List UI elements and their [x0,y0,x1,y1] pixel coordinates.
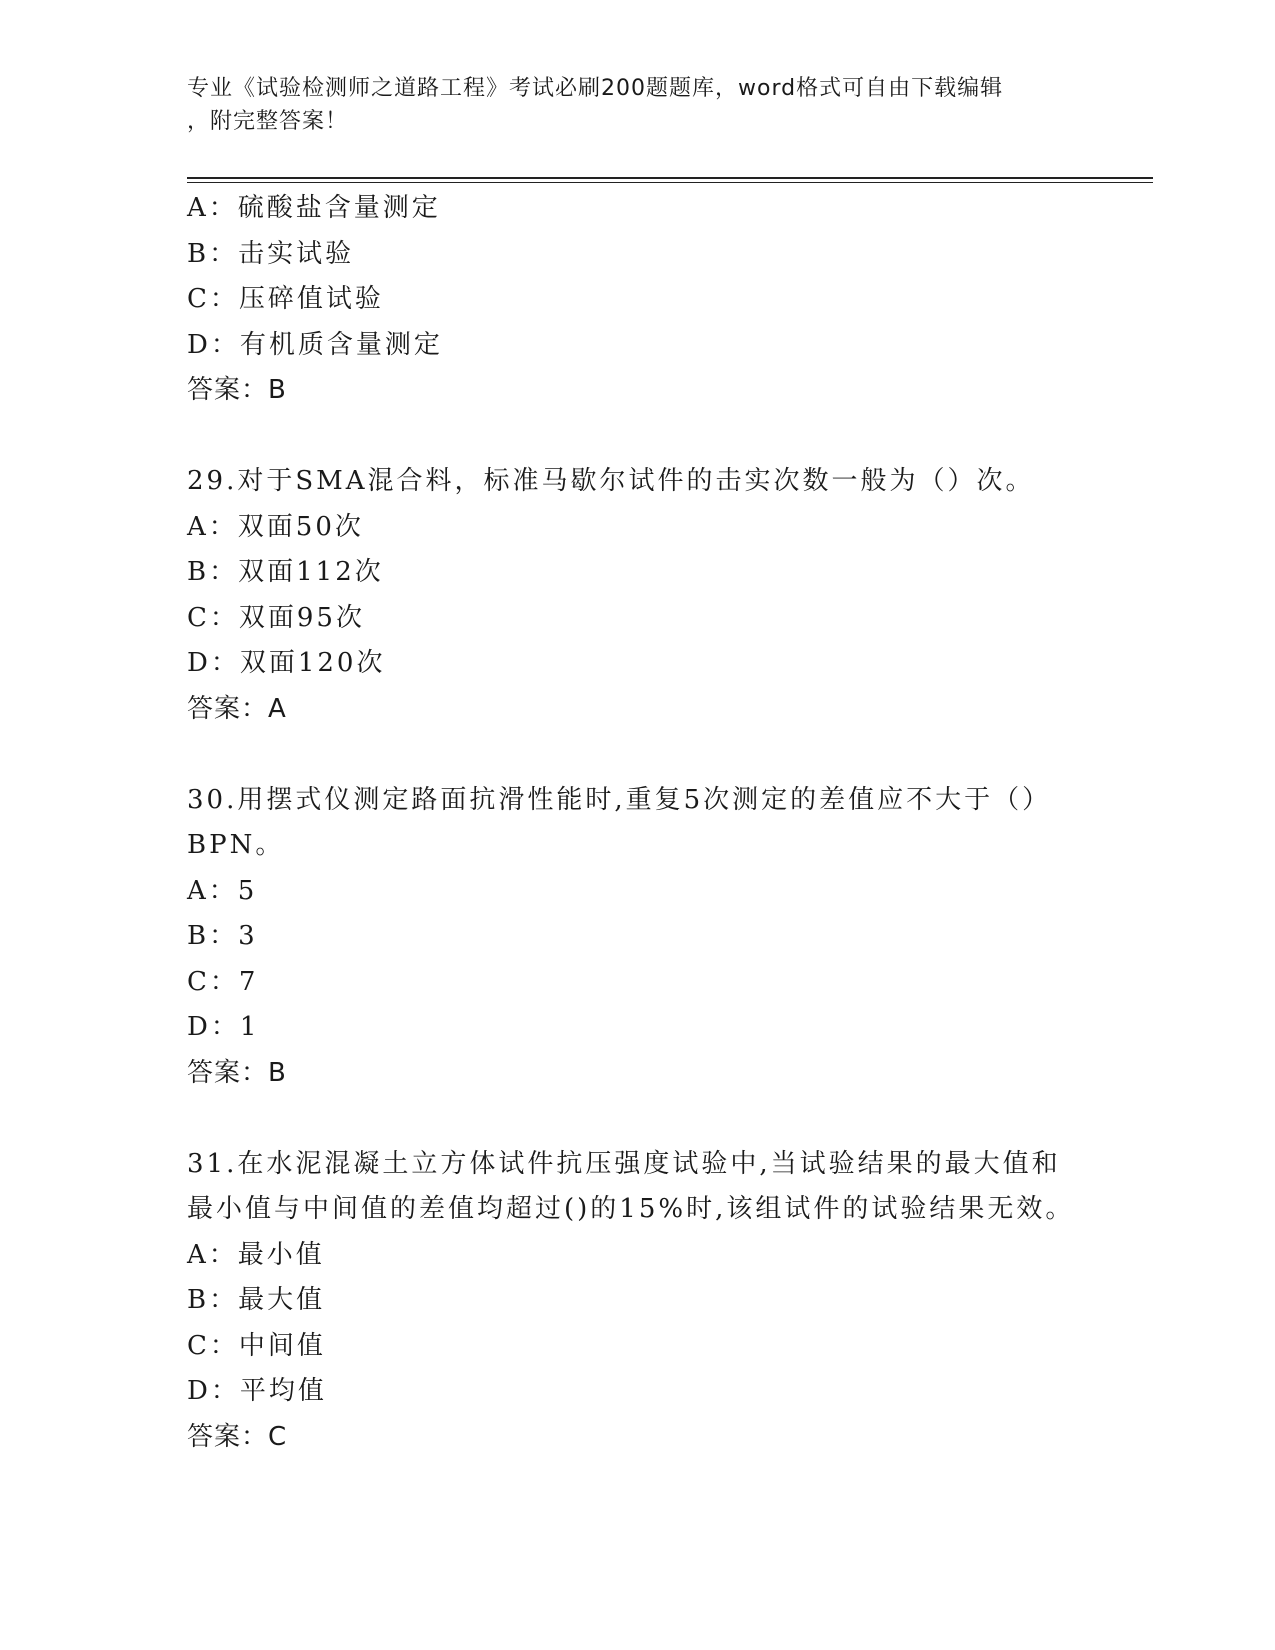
option-b: B：3 [187,921,258,951]
option-c: C：中间值 [187,1330,326,1361]
option-c: C：7 [187,966,259,997]
question-text-line-2: 最小值与中间值的差值均超过()的15%时,该组试件的试验结果无效。 [187,1194,1075,1224]
option-b: B：双面112次 [187,557,384,587]
option-b: B：最大值 [187,1285,326,1315]
option-b: B：击实试验 [187,238,355,269]
option-a: A：5 [187,875,258,906]
question-31 [187,1142,1087,1461]
question-28 [187,186,1087,414]
spacer [187,414,1087,460]
header-divider-thin [187,182,1153,183]
answer-label: 答案：C [187,1421,288,1452]
document-header [187,72,1067,138]
header-title-line-2: ，附完整答案！ [187,109,349,134]
option-a: A：硫酸盐含量测定 [187,193,441,223]
question-text: 29.对于SMA混合料，标准马歇尔试件的击实次数一般为（）次。 [187,466,1035,496]
option-a: A：最小值 [187,1239,325,1270]
spacer [187,1096,1087,1142]
header-title-line-1: 专业《试验检测师之道路工程》考试必刷200题题库，word格式可自由下载编辑 [187,76,1004,101]
header-divider-thick [187,177,1153,179]
option-c: C：双面95次 [187,602,365,633]
question-text-line-2: BPN。 [187,830,285,860]
answer-label: 答案：A [187,693,287,724]
answer-label: 答案：B [187,375,287,405]
option-d: D：有机质含量测定 [187,329,443,360]
option-c: C：压碎值试验 [187,284,384,314]
option-d: D：1 [187,1012,260,1042]
question-list [187,186,1087,1460]
option-a: A：双面50次 [187,511,364,542]
question-29 [187,459,1087,732]
answer-label: 答案：B [187,1057,287,1088]
option-d: D：双面120次 [187,648,386,678]
option-d: D：平均值 [187,1376,327,1406]
question-text-line-1: 30.用摆式仪测定路面抗滑性能时,重复5次测定的差值应不大于（） [187,784,1052,815]
question-30 [187,778,1087,1097]
spacer [187,732,1087,778]
question-text-line-1: 31.在水泥混凝土立方体试件抗压强度试验中,当试验结果的最大值和 [187,1148,1061,1179]
